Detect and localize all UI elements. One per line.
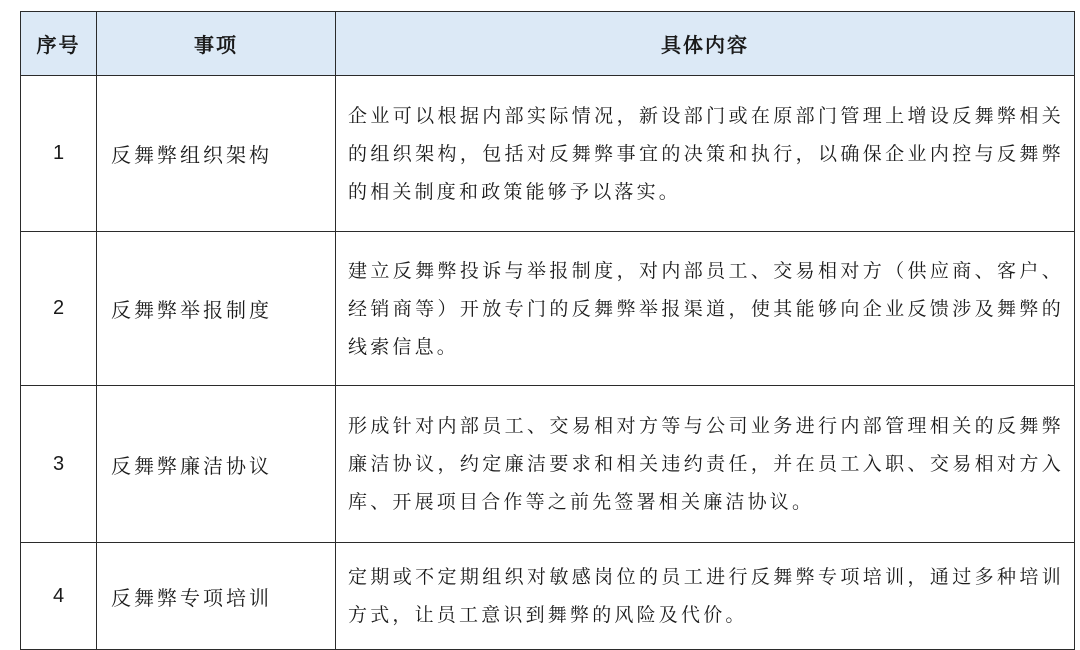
row-content: 形成针对内部员工、交易相对方等与公司业务进行内部管理相关的反舞弊廉洁协议，约定廉洁要求和相关违约责任，并在员工入职、交易相对方入库、开展项目合作等之前先签署相关廉洁协议。 [336,386,1075,543]
row-content: 企业可以根据内部实际情况，新设部门或在原部门管理上增设反舞弊相关的组织架构，包括对反舞弊事宜的决策和执行，以确保企业内控与反舞弊的相关制度和政策能够予以落实。 [336,76,1075,232]
row-item: 反舞弊组织架构 [97,76,336,232]
row-content: 定期或不定期组织对敏感岗位的员工进行反舞弊专项培训，通过多种培训方式，让员工意识到舞弊的风险及代价。 [336,543,1075,650]
header-content: 具体内容 [336,12,1075,76]
header-item: 事项 [97,12,336,76]
table-row [21,232,1075,386]
table-row [21,76,1075,232]
row-item: 反舞弊专项培训 [97,543,336,650]
row-seq: 1 [21,76,97,232]
row-item: 反舞弊廉洁协议 [97,386,336,543]
table-row [21,543,1075,650]
table-row [21,386,1075,543]
row-item: 反舞弊举报制度 [97,232,336,386]
table-header-row [21,12,1075,76]
anti-fraud-measures-table [20,11,1075,650]
row-seq: 4 [21,543,97,650]
row-content: 建立反舞弊投诉与举报制度，对内部员工、交易相对方（供应商、客户、经销商等）开放专门的反舞弊举报渠道，使其能够向企业反馈涉及舞弊的线索信息。 [336,232,1075,386]
header-seq: 序号 [21,12,97,76]
row-seq: 3 [21,386,97,543]
row-seq: 2 [21,232,97,386]
